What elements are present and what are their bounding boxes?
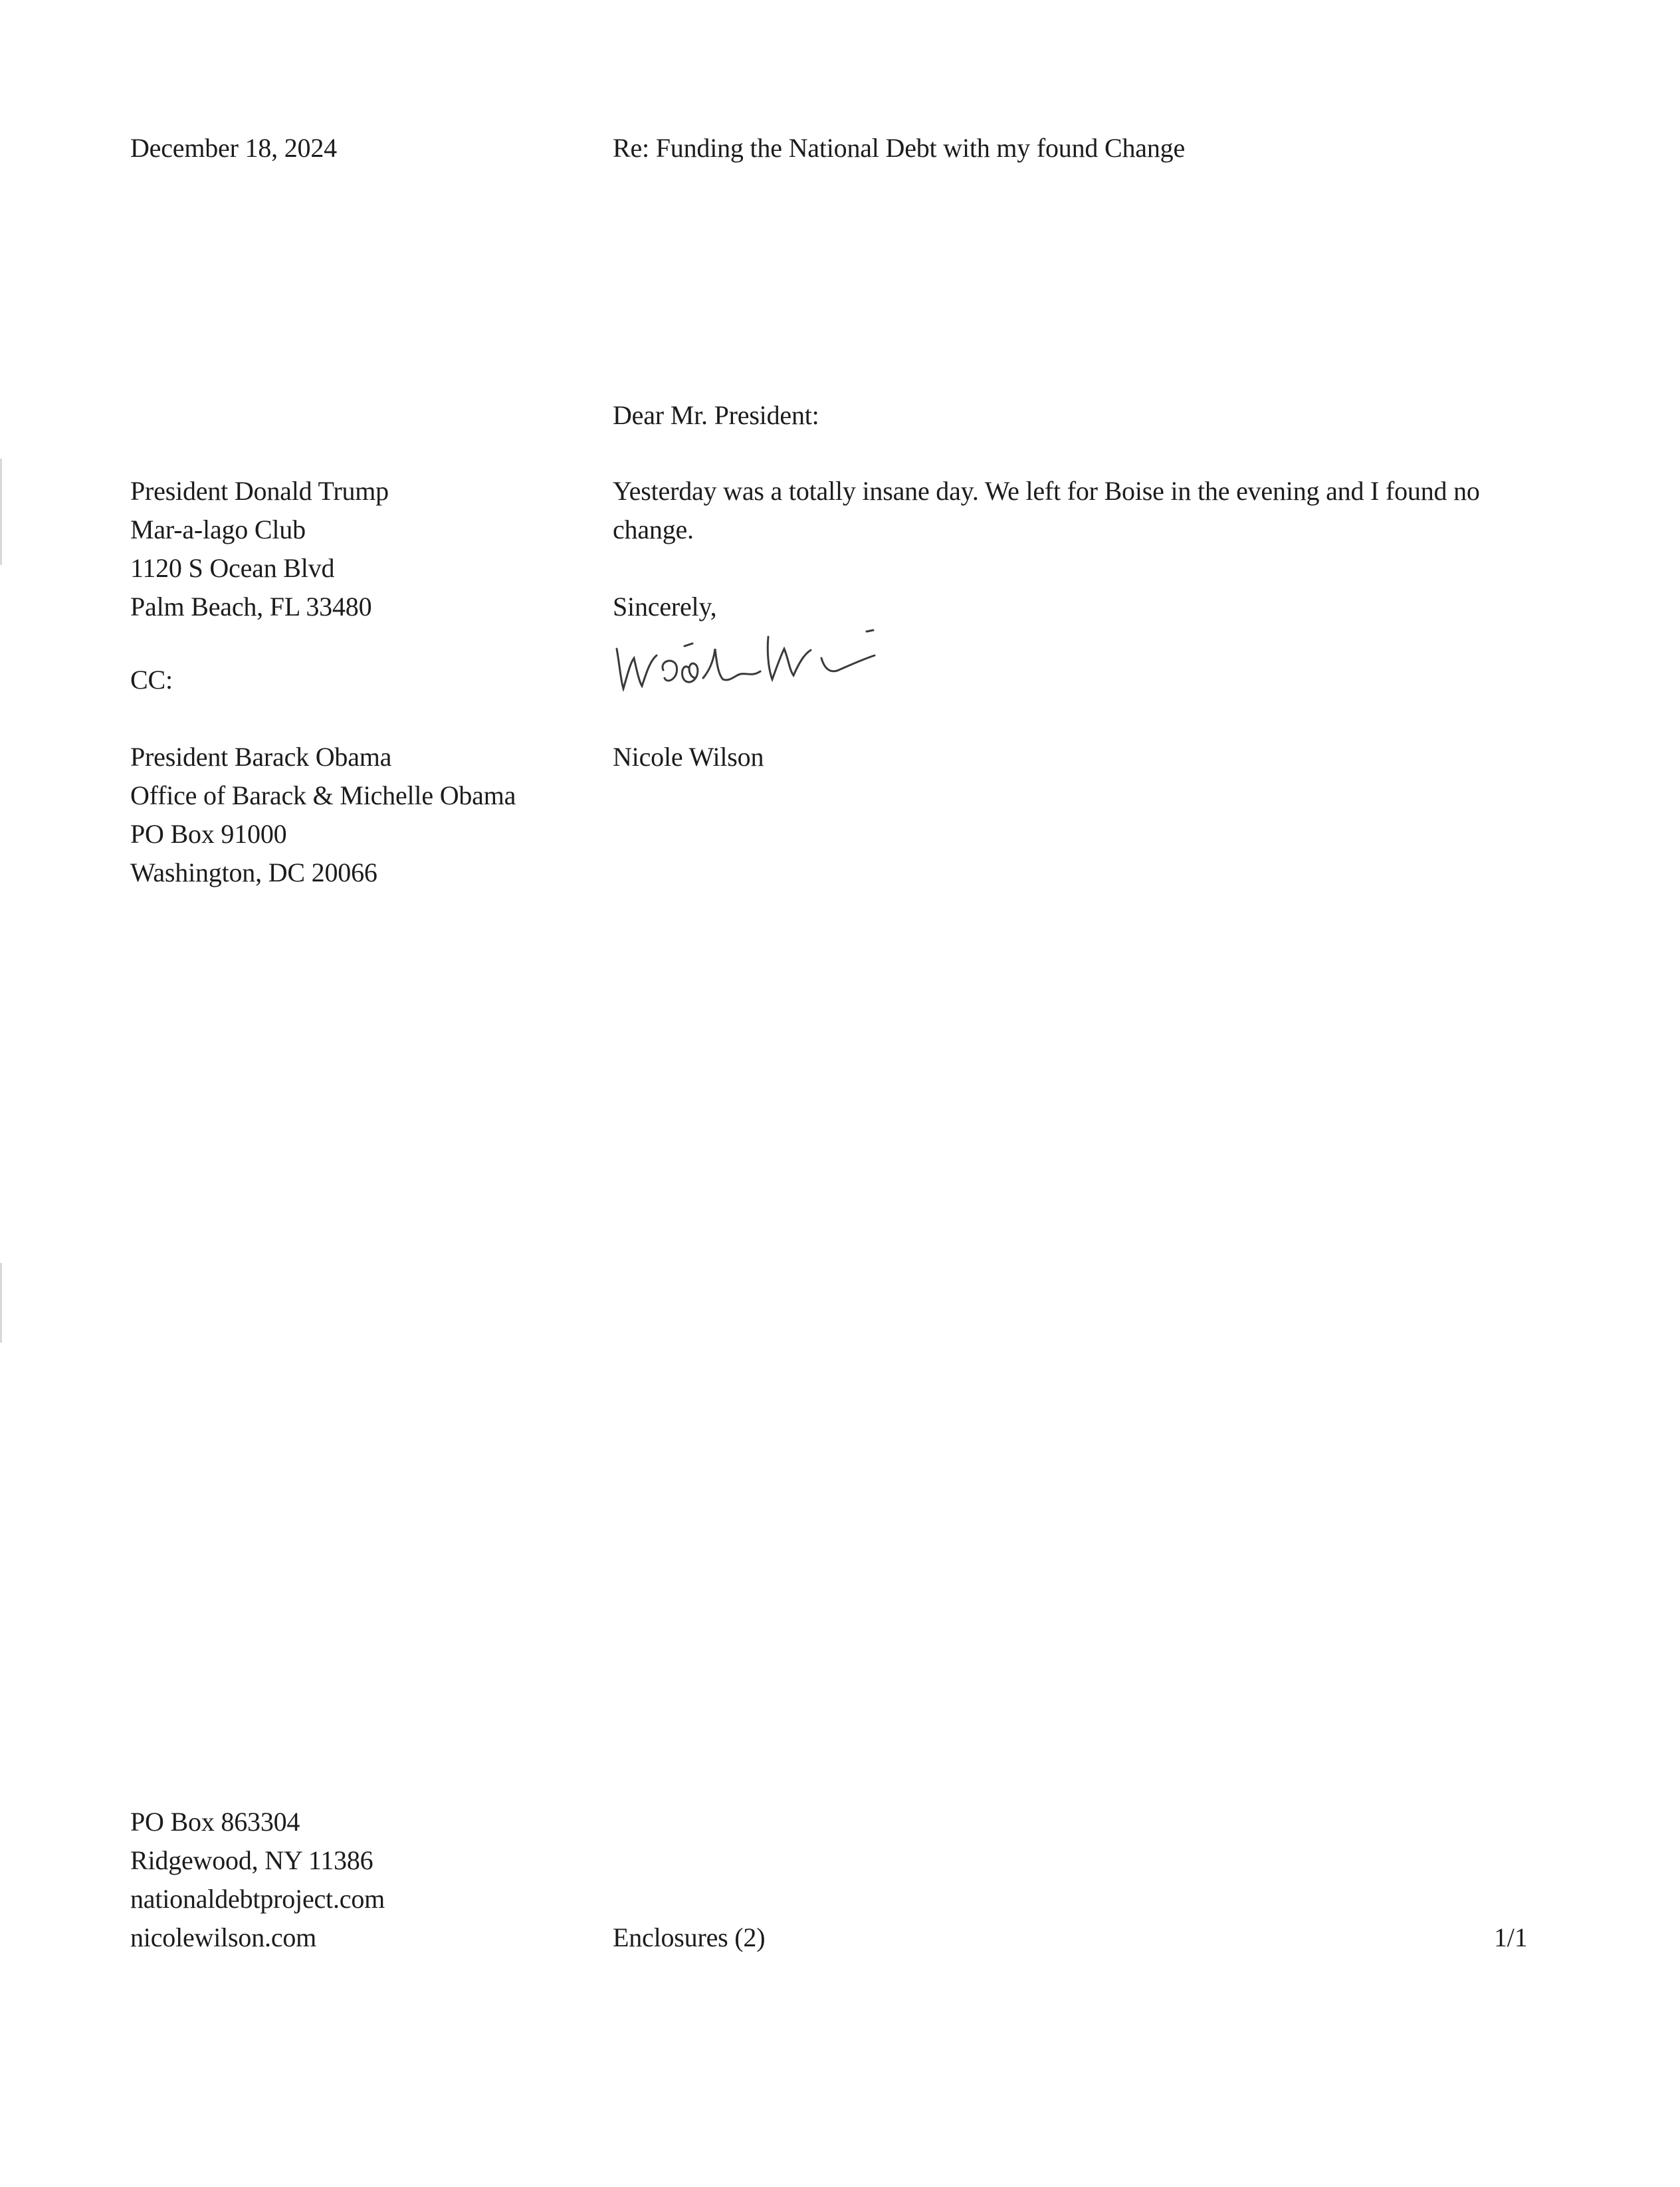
cc-recipient-po-box: PO Box 91000 [130, 819, 287, 849]
page-number: 1/1 [1494, 1922, 1528, 1952]
salutation: Dear Mr. President: [613, 400, 819, 430]
recipient-city-state-zip: Palm Beach, FL 33480 [130, 592, 372, 622]
sender-contact-footer [130, 1803, 385, 1957]
sender-city-state-zip: Ridgewood, NY 11386 [130, 1845, 373, 1875]
scan-edge-mark [0, 459, 2, 565]
closing: Sincerely, [613, 592, 717, 622]
website-link: nicolewilson.com [130, 1922, 317, 1952]
cc-recipient-organization: Office of Barack & Michelle Obama [130, 780, 516, 810]
sender-po-box: PO Box 863304 [130, 1807, 300, 1837]
recipient-address [130, 472, 389, 626]
cc-recipient-name: President Barack Obama [130, 742, 392, 772]
letter-subject: Re: Funding the National Debt with my found Change [613, 133, 1185, 163]
letter-body: Yesterday was a totally insane day. We left for Boise in the evening and I found no change. [613, 476, 1480, 544]
cc-recipient-address [130, 738, 516, 892]
recipient-street: 1120 S Ocean Blvd [130, 553, 335, 583]
cc-recipient-city-state-zip: Washington, DC 20066 [130, 858, 377, 887]
sender-name: Nicole Wilson [613, 742, 764, 772]
recipient-name: President Donald Trump [130, 476, 389, 506]
scan-edge-mark [0, 1263, 2, 1343]
letter-date: December 18, 2024 [130, 133, 337, 163]
handwritten-signature [610, 617, 916, 703]
website-link: nationaldebtproject.com [130, 1884, 385, 1914]
cc-label: CC: [130, 665, 173, 695]
enclosures-note: Enclosures (2) [613, 1922, 766, 1952]
recipient-organization: Mar-a-lago Club [130, 515, 306, 544]
